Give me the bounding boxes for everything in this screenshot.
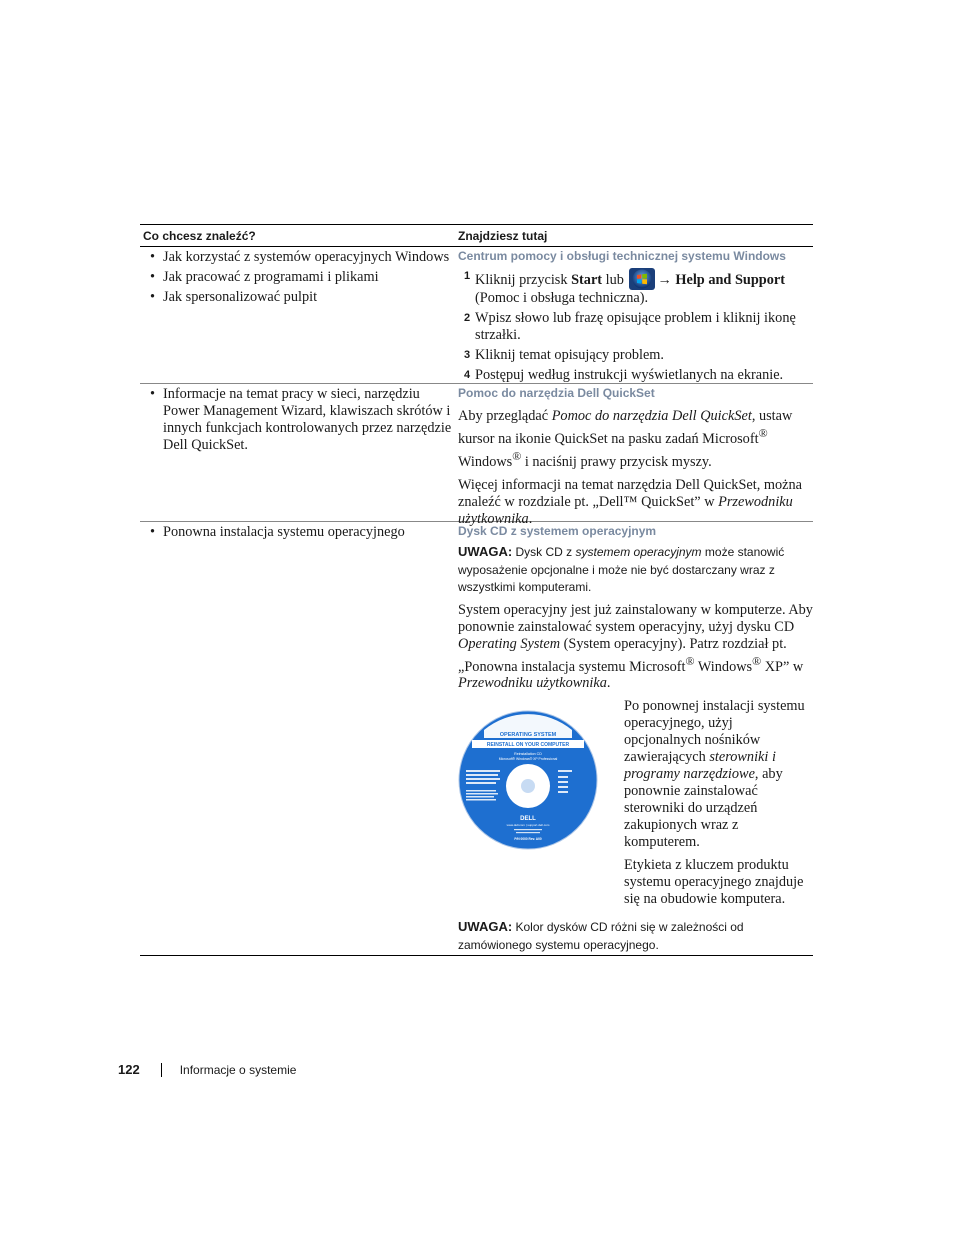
- cd-band-text: REINSTALL ON YOUR COMPUTER: [486, 742, 570, 749]
- paragraph: Więcej informacji na temat narzędzia Dell QuickSet, można znaleźć w rozdziale pt. „Dell™ QuickSet” w Przewodniku użytkownika.: [458, 476, 802, 527]
- step-number: 4: [464, 369, 471, 381]
- topic-list: [143, 524, 458, 541]
- note: UWAGA: Kolor dysków CD różni się w zależności od zamówionego systemu operacyjnego.: [458, 919, 744, 952]
- step-item: 3 Kliknij temat opisujący problem.: [458, 347, 813, 364]
- table-row: [140, 384, 813, 527]
- cd-section: [458, 698, 813, 908]
- step-item: 1 Kliknij przycisk Start lub → Help and Support (Pomoc i obsługa techniczna).: [458, 268, 813, 307]
- table-row: [140, 247, 813, 384]
- list-item: • Jak spersonalizować pulpit: [163, 289, 458, 306]
- cd-sub1: Reinstallation CD: [514, 752, 542, 757]
- list-item: • Jak pracować z programami i plikami: [163, 269, 458, 286]
- topic-list: [143, 249, 458, 306]
- page-number: 122: [118, 1062, 140, 1077]
- table-row: [140, 522, 813, 956]
- help-and-support-label: Help and Support: [675, 272, 786, 288]
- header-what: Co chcesz znaleźć?: [143, 228, 256, 243]
- steps-list: [458, 268, 813, 384]
- cd-image: [458, 698, 624, 908]
- cd-disc-icon: [458, 710, 598, 850]
- note-label: UWAGA:: [458, 919, 513, 935]
- table-header: [140, 225, 813, 247]
- note-label: UWAGA:: [458, 544, 513, 559]
- list-item: • Ponowna instalacja systemu operacyjnego: [163, 524, 458, 541]
- footer-divider: [161, 1063, 162, 1077]
- windows-start-icon: [629, 268, 655, 290]
- step-number: 3: [464, 349, 471, 361]
- step-item: 2 Wpisz słowo lub frazę opisujące problem i kliknij ikonę strzałki.: [458, 310, 813, 344]
- step-number: 2: [464, 312, 471, 324]
- start-label: Start: [571, 272, 603, 288]
- cd-top-text: OPERATING SYSTEM: [499, 732, 557, 739]
- paragraph: Aby przeglądać Pomoc do narzędzia Dell QuickSet, ustaw kursor na ikonie QuickSet na pasku zadań Microsoft® Windows® i naciśnij prawy przycisk myszy.: [458, 408, 793, 470]
- chapter-title: Informacje o systemie: [179, 1062, 297, 1077]
- section-title: Pomoc do narzędzia Dell QuickSet: [458, 386, 655, 400]
- step-item: 4 Postępuj według instrukcji wyświetlanych na ekranie.: [458, 367, 813, 384]
- paragraph: Po ponownej instalacji systemu operacyjnego, użyj opcjonalnych nośników zawierających sterowniki i programy narzędziowe, aby ponownie zainstalować sterowniki do urządzeń zakupionych wraz z komputerem.: [624, 698, 805, 851]
- note: UWAGA: Dysk CD z systemem operacyjnym może stanowić wyposażenie opcjonalne i może nie być dostarczany wraz z wszystkimi komputerami.: [458, 544, 785, 594]
- paragraph: Etykieta z kluczem produktu systemu operacyjnego znajduje się na obudowie komputera.: [624, 857, 804, 908]
- section-title: Centrum pomocy i obsługi technicznej systemu Windows: [458, 249, 786, 263]
- header-where: Znajdziesz tutaj: [458, 228, 548, 243]
- cd-sub2: Microsoft® Windows® XP Professional: [498, 757, 558, 762]
- step-number: 1: [464, 270, 471, 282]
- section-title: Dysk CD z systemem operacyjnym: [458, 524, 657, 538]
- info-table: [140, 224, 813, 956]
- cd-part: P/N 0000 Rev. A00: [514, 837, 542, 842]
- list-item: • Informacje na temat pracy w sieci, narzędziu Power Management Wizard, klawiszach skrótów i innych funkcjach kontrolowanych przez narzędzie Dell QuickSet.: [163, 386, 458, 454]
- cd-brand: DELL: [520, 816, 536, 823]
- cd-url: www.dell.com | support.dell.com: [506, 823, 550, 828]
- topic-list: [143, 386, 458, 454]
- cd-description: [624, 698, 813, 908]
- list-item: • Jak korzystać z systemów operacyjnych Windows: [163, 249, 458, 266]
- page-footer: [118, 1062, 296, 1077]
- paragraph: System operacyjny jest już zainstalowany w komputerze. Aby ponownie zainstalować system operacyjny, użyj dysku CD Operating System (System operacyjny). Patrz rozdział pt. „Ponowna instalacja systemu Microsoft® Windows® XP” w Przewodniku użytkownika.: [458, 601, 813, 692]
